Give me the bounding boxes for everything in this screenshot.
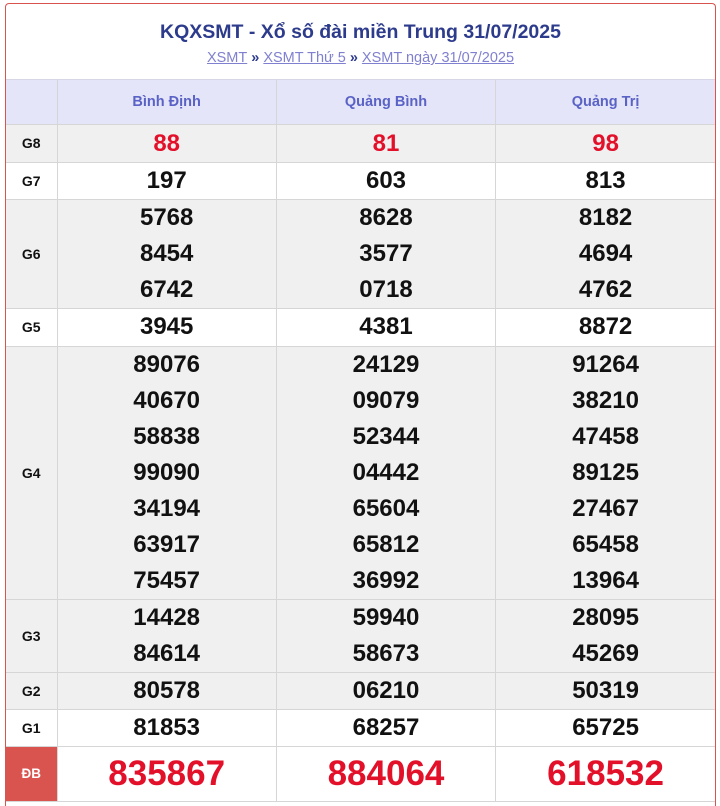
special-prize-number: 835867 <box>108 753 226 793</box>
prize-number: 65604 <box>352 494 420 522</box>
prize-number: 8454 <box>139 239 194 267</box>
prize-number: 75457 <box>133 566 201 594</box>
prize-number: 8872 <box>578 313 633 340</box>
result-cell <box>496 672 715 709</box>
result-cell <box>496 346 715 599</box>
prize-number: 04442 <box>352 458 420 486</box>
prize-number: 5768 <box>139 203 194 231</box>
prize-number: 99090 <box>133 458 201 486</box>
result-cell <box>57 746 276 801</box>
prize-number: 28095 <box>572 603 639 631</box>
prize-row-g3 <box>6 599 715 672</box>
prize-number: 27467 <box>572 494 639 522</box>
result-cell <box>496 709 715 746</box>
prize-label: G8 <box>6 124 57 162</box>
breadcrumb-separator: » <box>251 50 260 66</box>
result-cell <box>57 124 276 162</box>
result-cell <box>57 599 276 672</box>
prize-number: 4381 <box>359 313 413 340</box>
prize-row-g5 <box>6 308 715 346</box>
prize-label: G1 <box>6 709 57 746</box>
prize-number: 13964 <box>572 566 639 594</box>
prize-number: 40670 <box>133 386 201 414</box>
prize-number: 06210 <box>352 676 420 704</box>
special-prize-number: 618532 <box>547 753 664 793</box>
prize-number: 4694 <box>578 239 633 267</box>
prize-number: 4762 <box>578 275 633 303</box>
prize-number: 65725 <box>572 713 639 741</box>
prize-row-db <box>6 746 715 801</box>
prize-number: 65812 <box>352 530 420 558</box>
result-cell <box>276 308 495 346</box>
result-cell <box>57 308 276 346</box>
corner-cell <box>6 80 57 124</box>
results-panel <box>5 3 716 806</box>
prize-number: 813 <box>585 166 626 194</box>
prize-number: 65458 <box>572 530 639 558</box>
prize-number: 58838 <box>133 422 201 450</box>
breadcrumb-link-date[interactable]: XSMT ngày 31/07/2025 <box>361 50 515 66</box>
prize-number: 38210 <box>572 386 639 414</box>
result-cell <box>57 709 276 746</box>
result-cell <box>496 162 715 199</box>
prize-number: 68257 <box>352 713 420 741</box>
prize-label: G5 <box>6 308 57 346</box>
prize-label: G6 <box>6 199 57 308</box>
prize-row-g4 <box>6 346 715 599</box>
prize-number: 36992 <box>352 566 420 594</box>
prize-label: G4 <box>6 346 57 599</box>
prize-label: G7 <box>6 162 57 199</box>
prize-row-g8 <box>6 124 715 162</box>
prize-number: 81 <box>372 129 400 157</box>
result-cell <box>276 346 495 599</box>
prize-number: 47458 <box>572 422 639 450</box>
prize-number: 0718 <box>359 275 413 303</box>
prize-number: 63917 <box>133 530 201 558</box>
result-cell <box>496 199 715 308</box>
prize-number: 14428 <box>133 603 201 631</box>
prize-number: 8182 <box>578 203 633 231</box>
province-header-row <box>6 80 715 124</box>
province-header: Quảng Bình <box>276 80 495 124</box>
result-cell <box>276 162 495 199</box>
prize-number: 89076 <box>133 350 201 378</box>
result-cell <box>276 199 495 308</box>
prize-label: ĐB <box>6 746 57 801</box>
result-cell <box>496 746 715 801</box>
breadcrumb-link-weekday[interactable]: XSMT Thứ 5 <box>263 50 346 66</box>
prize-number: 34194 <box>133 494 201 522</box>
prize-number: 603 <box>365 166 407 194</box>
prize-number: 197 <box>146 166 187 194</box>
breadcrumb-separator: » <box>349 50 358 66</box>
prize-number: 24129 <box>352 350 420 378</box>
prize-number: 80578 <box>133 676 201 704</box>
prize-number: 3945 <box>139 313 194 340</box>
result-cell <box>276 709 495 746</box>
result-cell <box>57 162 276 199</box>
page-title: KQXSMT - Xổ số đài miền Trung 31/07/2025 <box>160 21 561 43</box>
prize-number: 84614 <box>133 639 201 667</box>
prize-number: 88 <box>153 129 181 157</box>
prize-number: 09079 <box>352 386 420 414</box>
special-prize-number: 884064 <box>327 753 445 793</box>
panel-header <box>6 4 715 80</box>
prize-number: 91264 <box>572 350 639 378</box>
prize-label: G3 <box>6 599 57 672</box>
breadcrumb <box>6 49 715 67</box>
prize-row-g1 <box>6 709 715 746</box>
province-header: Quảng Trị <box>496 80 715 124</box>
breadcrumb-link-xsmt[interactable]: XSMT <box>206 50 248 66</box>
prize-number: 52344 <box>352 422 420 450</box>
result-cell <box>276 599 495 672</box>
prize-number: 3577 <box>359 239 413 267</box>
result-cell <box>496 599 715 672</box>
province-header: Bình Định <box>57 80 276 124</box>
prize-number: 8628 <box>359 203 413 231</box>
result-cell <box>276 124 495 162</box>
prize-number: 59940 <box>352 603 420 631</box>
result-cell <box>496 124 715 162</box>
result-cell <box>496 308 715 346</box>
prize-row-g2 <box>6 672 715 709</box>
prize-number: 89125 <box>572 458 639 486</box>
results-table <box>6 80 715 802</box>
prize-number: 81853 <box>133 713 201 741</box>
result-cell <box>276 672 495 709</box>
prize-row-g6 <box>6 199 715 308</box>
result-cell <box>57 346 276 599</box>
prize-row-g7 <box>6 162 715 199</box>
prize-number: 45269 <box>572 639 639 667</box>
result-cell <box>276 746 495 801</box>
prize-number: 50319 <box>572 676 639 704</box>
result-cell <box>57 672 276 709</box>
result-cell <box>57 199 276 308</box>
prize-number: 58673 <box>352 639 420 667</box>
prize-number: 98 <box>592 129 619 157</box>
prize-number: 6742 <box>139 275 194 303</box>
prize-label: G2 <box>6 672 57 709</box>
